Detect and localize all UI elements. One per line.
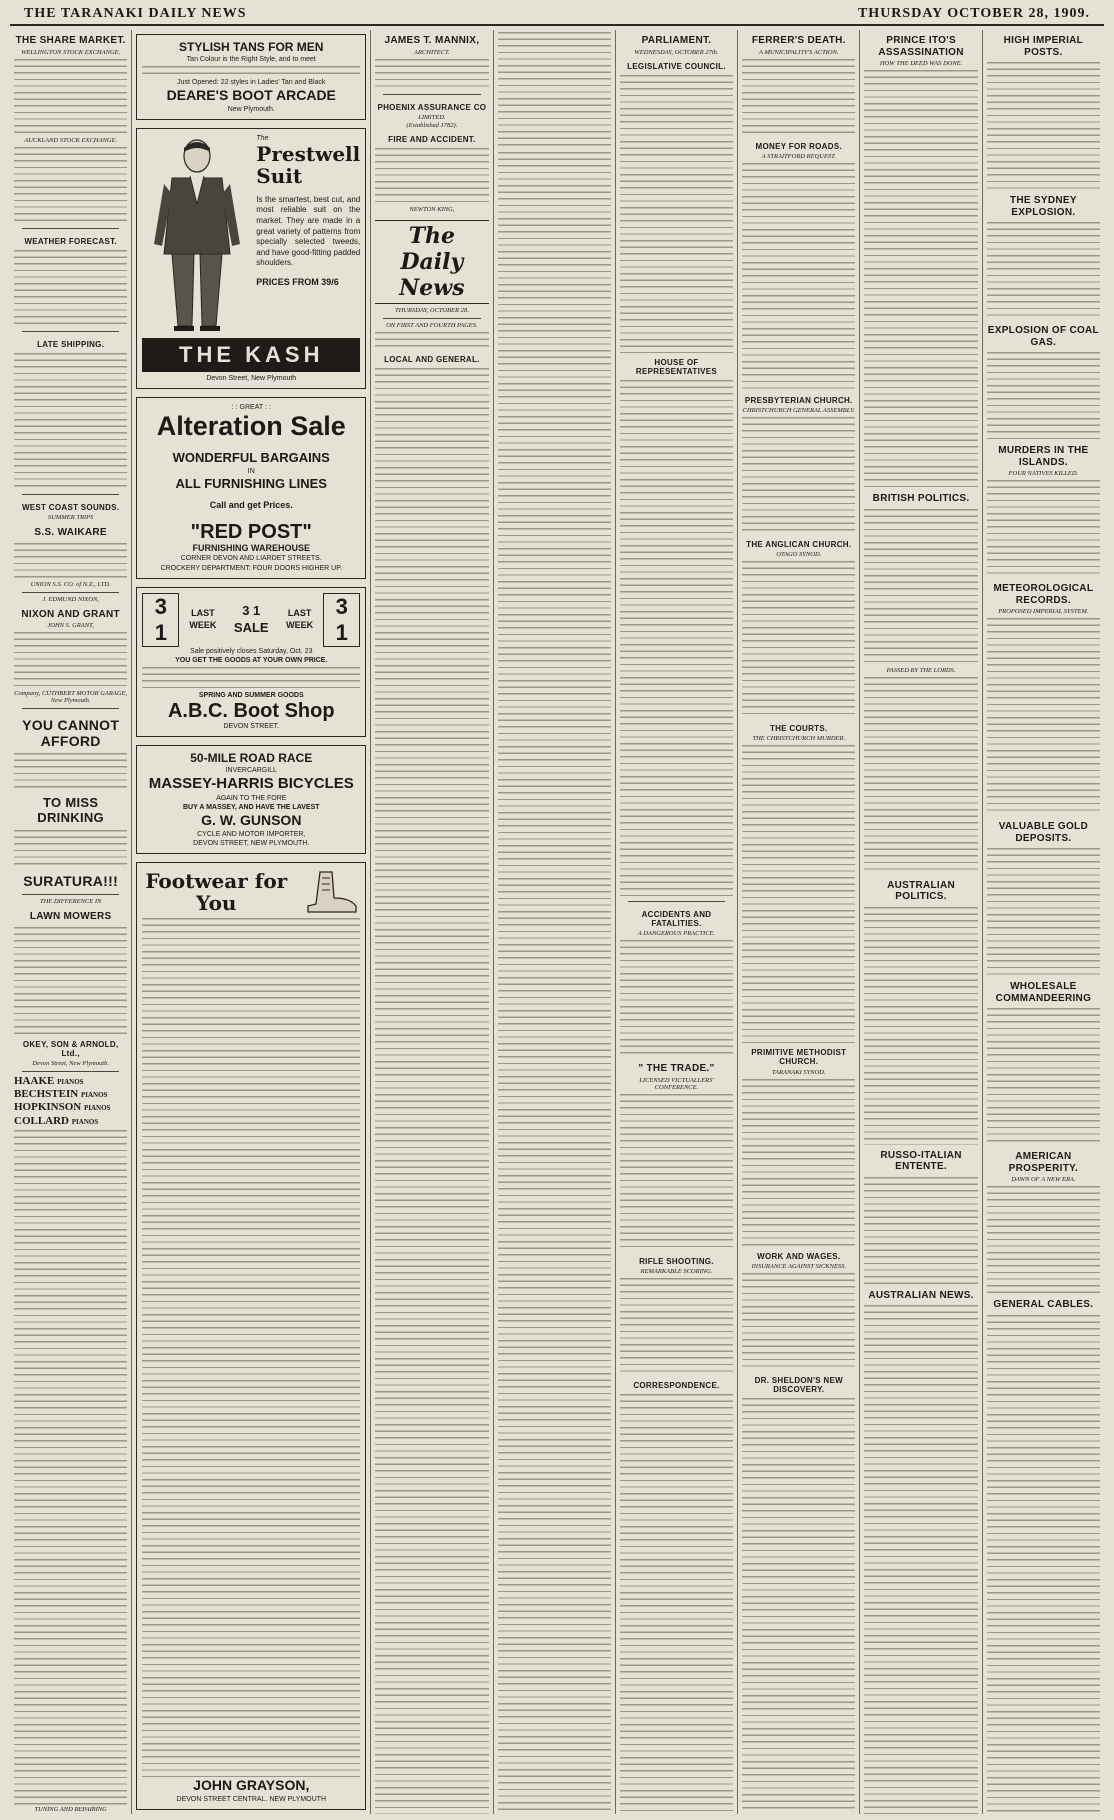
abc-sale: 3 1 SALE bbox=[233, 603, 269, 635]
west-coast-agents: UNION S.S. CO. of N.Z., LTD. bbox=[30, 580, 111, 588]
auckland-sub: AUCKLAND STOCK EXCHANGE. bbox=[24, 136, 118, 144]
tans-title: STYLISH TANS FOR MEN bbox=[179, 40, 324, 54]
shipping-text bbox=[14, 351, 127, 491]
race-place: INVERCARGILL bbox=[225, 766, 277, 774]
abc-goods: YOU GET THE GOODS AT YOUR OWN PRICE. bbox=[175, 656, 328, 664]
race-addr: DEVON STREET, NEW PLYMOUTH. bbox=[193, 839, 310, 847]
abc-num-right: 3 1 bbox=[323, 593, 360, 647]
phoenix-sub: LIMITED. bbox=[418, 113, 446, 121]
prestwell-copy: Is the smartest, best cut, and most reliable suit on the market. They are made in a great variety of patterns from specially selected tweeds, and have good-fitting padded shoulders. bbox=[256, 194, 361, 268]
local-general-heading: LOCAL AND GENERAL. bbox=[384, 354, 480, 364]
column-8 bbox=[983, 30, 1104, 1814]
share-market-sub: WELLINGTON STOCK EXCHANGE. bbox=[21, 48, 121, 56]
prosperity-sub: DAWN OF A NEW ERA. bbox=[1011, 1176, 1076, 1183]
divider bbox=[22, 494, 119, 495]
accidents-sub: A DANGEROUS PRACTICE. bbox=[637, 930, 716, 938]
weather-heading: WEATHER FORECAST. bbox=[24, 236, 117, 246]
work-heading: WORK AND WAGES. bbox=[757, 1251, 841, 1261]
suratura-brand: SURATURA!!! bbox=[23, 873, 119, 890]
abc-closes: Sale positively closes Saturday, Oct. 23 bbox=[190, 647, 313, 655]
engineer-agent: Company, CUTHBERT MOTOR GARAGE, New Plymouth. bbox=[14, 690, 128, 705]
abc-street: DEVON STREET. bbox=[223, 722, 280, 730]
red-post-brand: "RED POST" bbox=[190, 521, 312, 544]
weather-text bbox=[14, 248, 127, 328]
parliament-sub: WEDNESDAY, OCTOBER 27th. bbox=[634, 48, 719, 56]
west-coast-sub: SUMMER TRIPS bbox=[47, 514, 94, 522]
mowers-firm: OKEY, SON & ARNOLD, Ltd., bbox=[22, 1039, 119, 1058]
column-7 bbox=[860, 30, 982, 1814]
column-3 bbox=[371, 30, 493, 1814]
sydney-heading: THE SYDNEY EXPLOSION. bbox=[1009, 195, 1077, 218]
money-sub: A STRAITFORD REQUEST. bbox=[761, 152, 836, 160]
divider bbox=[22, 894, 119, 895]
ito-heading: PRINCE ITO'S ASSASSINATION bbox=[878, 35, 964, 58]
west-coast-text bbox=[14, 541, 127, 581]
meteor-heading: METEOROLOGICAL RECORDS. bbox=[993, 583, 1094, 606]
piano-brand: HOPKINSON PIANOS bbox=[14, 1101, 111, 1114]
piano-list bbox=[14, 1075, 127, 1128]
prestwell-ad bbox=[136, 128, 366, 389]
piano-brand: BECHSTEIN PIANOS bbox=[14, 1088, 108, 1101]
column-4-text bbox=[498, 150, 611, 1814]
abc-boot-ad bbox=[136, 587, 366, 737]
sale-bargains: WONDERFUL BARGAINS bbox=[172, 450, 330, 466]
ferrer-sub: A MUNICIPALITY'S ACTION. bbox=[758, 48, 839, 56]
piano-brand: HAAKE PIANOS bbox=[14, 1075, 84, 1088]
divider bbox=[383, 94, 480, 95]
afford-text bbox=[14, 751, 127, 791]
prosperity-heading: AMERICAN PROSPERITY. bbox=[1008, 1151, 1079, 1174]
prestwell-prices: PRICES FROM 39/6 bbox=[256, 276, 339, 287]
phoenix-name: PHOENIX ASSURANCE CO bbox=[377, 102, 487, 112]
rifle-sub: REMARKABLE SCORING. bbox=[640, 1268, 713, 1276]
meteor-sub: PROPOSED IMPERIAL SYSTEM. bbox=[998, 608, 1089, 615]
courts-heading: THE COURTS. bbox=[770, 724, 828, 734]
trade-heading: " THE TRADE." bbox=[638, 1063, 715, 1075]
wholesale-heading: WHOLESALE COMMANDEERING bbox=[995, 981, 1092, 1004]
tans-firm: DEARE'S BOOT ARCADE bbox=[166, 87, 336, 104]
masthead-title: THE TARANAKI DAILY NEWS bbox=[24, 6, 247, 21]
imperial-heading: HIGH IMPERIAL POSTS. bbox=[1003, 35, 1084, 58]
column-2 bbox=[132, 30, 371, 1814]
sale-title: Alteration Sale bbox=[156, 410, 346, 441]
race-dealer: G. W. GUNSON bbox=[201, 812, 302, 828]
ito-sub: HOW THE DEED WAS DONE. bbox=[879, 60, 963, 67]
auckland-text bbox=[14, 145, 127, 225]
gold-heading: VALUABLE GOLD DEPOSITS. bbox=[998, 821, 1088, 844]
share-market-heading: THE SHARE MARKET. bbox=[15, 35, 126, 46]
abc-last-week: LAST WEEK bbox=[189, 608, 217, 630]
sheldon-heading: DR. SHELDON'S NEW DISCOVERY. bbox=[754, 1375, 843, 1394]
council-heading: LEGISLATIVE COUNCIL. bbox=[627, 61, 726, 71]
sale-in: IN bbox=[247, 467, 255, 475]
sale-corner: CORNER DEVON AND LIARDET STREETS. bbox=[180, 555, 322, 563]
local-general-text bbox=[375, 366, 488, 1814]
road-race-ad bbox=[136, 745, 366, 854]
tans-opened: Just Opened: 22 styles in Ladies' Tan and Black bbox=[177, 79, 326, 87]
race-title: 50-MILE ROAD RACE bbox=[190, 750, 313, 765]
footwear-dealer: JOHN GRAYSON, bbox=[193, 1777, 310, 1794]
reps-heading: HOUSE OF REPRESENTATIVES bbox=[635, 357, 718, 376]
divider bbox=[22, 1071, 119, 1072]
divider bbox=[628, 901, 725, 902]
divider bbox=[383, 318, 480, 319]
abc-last-week-2: LAST WEEK bbox=[286, 608, 314, 630]
presbyterian-sub: CHRISTCHURCH GENERAL ASSEMBLY. bbox=[742, 406, 855, 414]
divider bbox=[22, 228, 119, 229]
daily-news-title: The Daily News bbox=[375, 220, 488, 304]
mowers-addr: Devon Street, New Plymouth. bbox=[32, 1060, 109, 1068]
mowers-heading: THE DIFFERENCE IN bbox=[39, 898, 102, 906]
drinking-heading: TO MISS DRINKING bbox=[37, 795, 104, 826]
masthead bbox=[10, 6, 1104, 26]
methodist-sub: TARANAKI SYNOD. bbox=[771, 1068, 826, 1076]
accidents-heading: ACCIDENTS AND FATALITIES. bbox=[641, 910, 712, 929]
sale-great: : : GREAT : : bbox=[231, 403, 271, 411]
column-4 bbox=[494, 30, 616, 1814]
share-market-text bbox=[14, 57, 127, 137]
phoenix-est: (Established 1782). bbox=[406, 121, 458, 129]
presbyterian-heading: PRESBYTERIAN CHURCH. bbox=[744, 395, 853, 405]
masthead-date: THURSDAY OCTOBER 28, 1909. bbox=[857, 6, 1090, 21]
work-sub: INSURANCE AGAINST SICKNESS. bbox=[751, 1262, 847, 1270]
sale-lines: ALL FURNISHING LINES bbox=[175, 475, 327, 491]
prestwell-name: Prestwell bbox=[256, 141, 361, 166]
engineer-firm: NIXON AND GRANT bbox=[21, 608, 120, 620]
paper-date: THURSDAY, OCTOBER 28. bbox=[395, 306, 469, 314]
drinking-text bbox=[14, 828, 127, 868]
lords-sub: PASSED BY THE LORDS. bbox=[886, 666, 956, 674]
column-6 bbox=[738, 30, 860, 1814]
suit-figure-icon bbox=[142, 134, 252, 334]
engineer-name-2: JOHN S. GRANT, bbox=[47, 622, 94, 630]
ship-name: S.S. WAIKARE bbox=[34, 527, 107, 539]
shipping-heading: LATE SHIPPING. bbox=[37, 339, 105, 349]
boot-icon bbox=[300, 868, 360, 916]
race-again: AGAIN TO THE FORE bbox=[216, 794, 287, 802]
divider bbox=[22, 592, 119, 593]
abc-num-left: 3 1 bbox=[142, 593, 179, 647]
courts-sub: THE CHRISTCHURCH MURDER. bbox=[752, 735, 846, 743]
race-trade: CYCLE AND MOTOR IMPORTER, bbox=[197, 830, 306, 838]
tans-line: Tan Colour is the Right Style, and to meet bbox=[186, 56, 316, 63]
trade-sub: LICENSED VICTUALLERS' CONFERENCE. bbox=[639, 1076, 714, 1091]
divider bbox=[22, 708, 119, 709]
column-5 bbox=[616, 30, 738, 1814]
murders-heading: MURDERS IN THE ISLANDS. bbox=[998, 445, 1089, 468]
prestwell-brand: The bbox=[256, 134, 269, 142]
methodist-heading: PRIMITIVE METHODIST CHURCH. bbox=[751, 1048, 847, 1067]
race-buy: BUY A MASSEY, AND HAVE THE LAVEST bbox=[183, 803, 320, 811]
footwear-title: Footwear for You bbox=[145, 868, 288, 915]
parliament-heading: PARLIAMENT. bbox=[641, 35, 712, 46]
tans-ad bbox=[136, 34, 366, 120]
continued-text bbox=[498, 30, 611, 150]
mannix-name: JAMES T. MANNIX, bbox=[384, 35, 480, 46]
british-heading: BRITISH POLITICS. bbox=[872, 493, 970, 504]
tans-addr: New Plymouth. bbox=[227, 105, 275, 113]
afford-heading: YOU CANNOT AFFORD bbox=[22, 717, 120, 750]
correspondence-heading: CORRESPONDENCE. bbox=[633, 1381, 720, 1391]
phoenix-fire: FIRE AND ACCIDENT. bbox=[388, 134, 476, 144]
footwear-ad bbox=[136, 862, 366, 1810]
mannix-title: ARCHITECT. bbox=[413, 48, 450, 56]
divider bbox=[22, 331, 119, 332]
engineer-text bbox=[14, 630, 127, 690]
engineer-name-1: J. EDMUND NIXON, bbox=[42, 595, 99, 603]
coal-heading: EXPLOSION OF COAL GAS. bbox=[987, 325, 1099, 348]
alteration-sale-ad bbox=[136, 397, 366, 579]
sale-crockery: CROCKERY DEPARTMENT: FOUR DOORS HIGHER UP. bbox=[160, 564, 342, 572]
mowers-text bbox=[14, 925, 127, 1035]
anglican-sub: OTAGO SYNOD. bbox=[776, 551, 822, 559]
west-coast-heading: WEST COAST SOUNDS. bbox=[21, 502, 120, 512]
australian-news-heading: AUSTRALIAN NEWS. bbox=[868, 1289, 974, 1301]
pianos-text bbox=[14, 1128, 127, 1806]
abc-brand: A.B.C. Boot Shop bbox=[167, 699, 335, 722]
prestwell-suit: Suit bbox=[256, 163, 303, 188]
sale-call: Call and get Prices. bbox=[209, 499, 293, 510]
columns bbox=[10, 30, 1104, 1814]
mowers-heading-2: LAWN MOWERS bbox=[29, 911, 112, 923]
footwear-addr: DEVON STREET CENTRAL. NEW PLYMOUTH bbox=[176, 1795, 326, 1803]
russo-heading: RUSSO-ITALIAN ENTENTE. bbox=[880, 1149, 962, 1172]
money-heading: MONEY FOR ROADS. bbox=[755, 141, 842, 151]
paper-pages: ON FIRST AND FOURTH PAGES. bbox=[386, 321, 478, 329]
kash-banner: THE KASH bbox=[142, 338, 360, 372]
rifle-heading: RIFLE SHOOTING. bbox=[639, 1256, 714, 1266]
murders-sub: FOUR NATIVES KILLED. bbox=[1008, 470, 1079, 477]
piano-brand: COLLARD PIANOS bbox=[14, 1114, 99, 1127]
column-1 bbox=[10, 30, 132, 1814]
massey-brand: MASSEY-HARRIS BICYCLES bbox=[148, 775, 354, 793]
sale-furnishing: FURNISHING WAREHOUSE bbox=[192, 543, 311, 554]
ferrer-heading: FERRER'S DEATH. bbox=[751, 35, 846, 46]
anglican-heading: THE ANGLICAN CHURCH. bbox=[746, 539, 852, 549]
australian-politics-heading: AUSTRALIAN POLITICS. bbox=[887, 879, 956, 902]
cables-heading: GENERAL CABLES. bbox=[993, 1299, 1094, 1310]
phoenix-agent: NEWTON KING, bbox=[409, 205, 455, 213]
kash-street: Devon Street, New Plymouth bbox=[206, 374, 297, 382]
abc-spring: SPRING AND SUMMER GOODS bbox=[198, 691, 304, 699]
pianos-tuning: TUNING AND REPAIRING bbox=[34, 1806, 107, 1813]
